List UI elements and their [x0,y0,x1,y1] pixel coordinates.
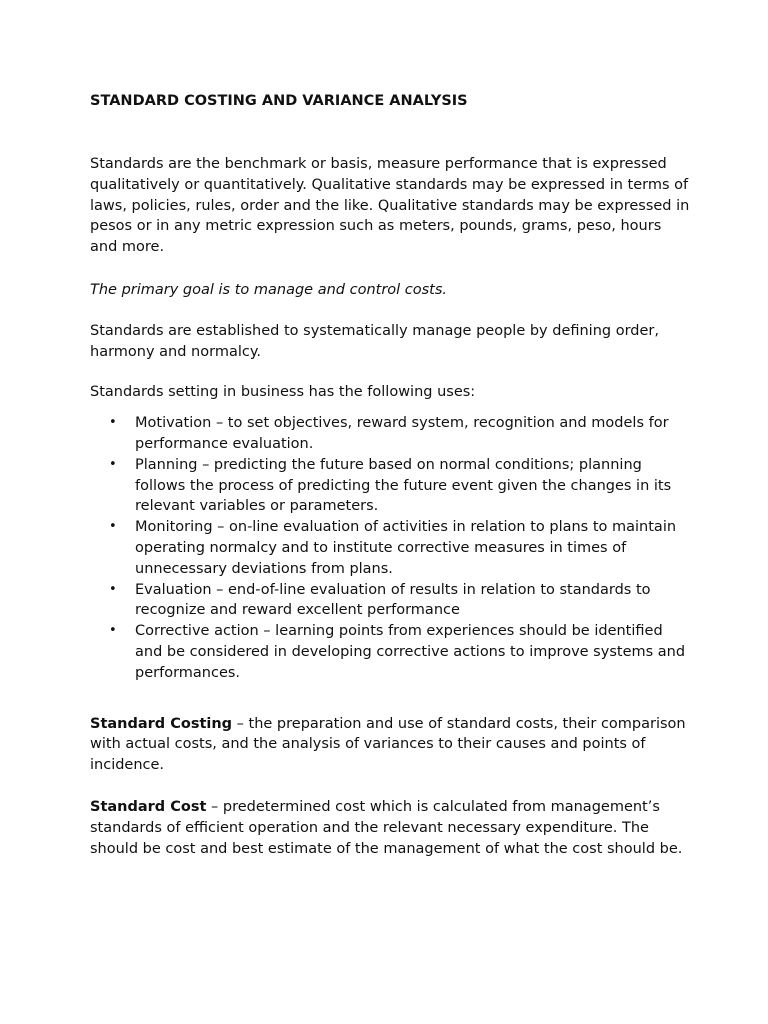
bullet-icon: • [109,623,117,639]
list-item-text: Motivation – to set objectives, reward system, recognition and models for performance evaluation. [135,415,669,452]
standard-cost-definition [90,797,690,859]
established-paragraph: Standards are established to systematically manage people by defining order, harmony and normalcy. [90,322,659,360]
list-item [90,621,690,683]
intro-paragraph: Standards are the benchmark or basis, measure performance that is expressed qualitatively or quantitatively. Qualitative standards may be expressed in terms of laws, policies, rules, order and the like. Qualitative standards may be expressed in pesos or in any metric expression such as meters, pounds, grams, peso, hours and more. [90,156,690,256]
standard-costing-text: – the preparation and use of standard costs, their comparison with actual costs, and the analysis of variances to their causes and points of incidence. [90,715,686,774]
list-item-text: Planning – predicting the future based on normal conditions; planning follows the process of predicting the future event given the changes in its relevant variables or parameters. [135,456,672,515]
list-item [90,517,690,579]
list-item [90,413,690,455]
list-item-text: Corrective action – learning points from experiences should be identified and be considered in developing corrective actions to improve systems and performances. [135,623,686,681]
standard-costing-definition [90,714,690,776]
uses-list [90,413,690,683]
standard-costing-term: Standard Costing [90,715,233,732]
uses-intro: Standards setting in business has the following uses: [90,384,476,401]
list-item [90,580,690,622]
document-page [90,91,690,859]
list-item-text: Evaluation – end-of-line evaluation of results in relation to standards to recognize and reward excellent performance [135,581,651,619]
list-item-text: Monitoring – on-line evaluation of activities in relation to plans to maintain operating normalcy and to institute corrective measures in times of unnecessary deviations from plans. [135,519,677,577]
list-item [90,455,690,517]
standard-cost-term: Standard Cost [90,798,207,815]
bullet-icon: • [109,519,117,535]
bullet-icon: • [109,415,117,431]
bullet-icon: • [109,581,117,597]
bullet-icon: • [109,456,117,472]
document-title: STANDARD COSTING AND VARIANCE ANALYSIS [90,93,468,109]
standard-cost-text: – predetermined cost which is calculated from management’s standards of efficient operation and the relevant necessary expenditure. The should be cost and best estimate of the management of what the cost should be. [90,798,683,857]
goal-statement: The primary goal is to manage and control costs. [90,281,448,298]
